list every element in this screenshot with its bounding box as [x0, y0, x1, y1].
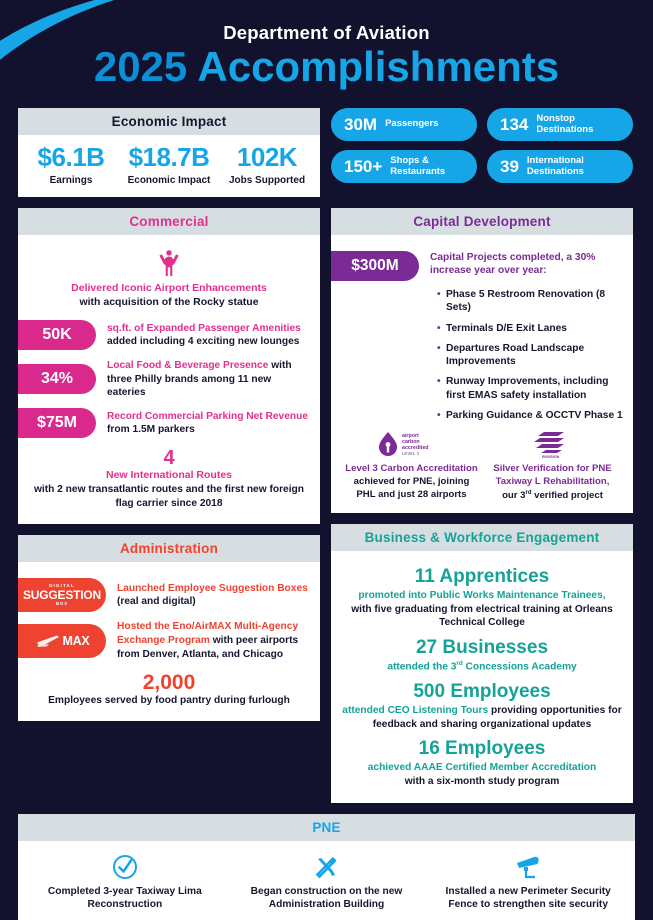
stat-value: $6.1B [37, 142, 105, 172]
badge-highlight: Local Food & Beverage Presence [107, 360, 269, 372]
stat-label: Jobs Supported [228, 175, 306, 186]
admin-item-text [106, 582, 308, 610]
bw-number: 27 Businesses [415, 637, 549, 659]
pill-number: 30M [344, 115, 378, 134]
page-title-rest: Accomplishments [187, 43, 560, 90]
pill-passengers [331, 108, 477, 141]
pill-international-destinations [487, 150, 633, 183]
bw-detail: providing opportunities for feedback and sharing organizational updates [372, 704, 622, 730]
economic-impact-stats [18, 135, 320, 197]
cert-detail-sup: rd [525, 489, 532, 496]
bw-detail: with a six-month study program [404, 775, 560, 787]
pill-label: International Destinations [526, 154, 584, 177]
admin-highlight: Launched Employee Suggestion Boxes [117, 582, 308, 594]
economic-impact-panel [18, 108, 320, 197]
bw-text [341, 704, 623, 732]
feature-highlight: Delivered Iconic Airport Enhancements [71, 282, 267, 294]
bw-text [341, 589, 623, 630]
badge-text [96, 322, 301, 349]
commercial-badge-34pct [28, 359, 310, 399]
bw-highlight: attended CEO Listening Tours [342, 704, 489, 716]
svg-text:LEVEL 3: LEVEL 3 [401, 451, 419, 456]
svg-text:carbon: carbon [401, 439, 420, 445]
business-workforce-panel [331, 524, 633, 803]
bw-item-apprentices [341, 566, 623, 630]
pne-text: Began construction on the new Administration Building [250, 885, 403, 911]
carbon-accredited-icon [374, 430, 450, 458]
admin-item-airmax [28, 620, 310, 661]
pill-label: Shops & Restaurants [390, 154, 446, 177]
cert-carbon-accreditation [341, 429, 482, 503]
stat-value: 102K [236, 142, 298, 172]
cert-detail-post: verified project [531, 490, 603, 502]
admin-item-suggestion-box [22, 578, 310, 612]
admin-center-stat [28, 662, 310, 712]
admin-highlight: Hosted the Eno/AirMAX Multi-Agency Exchange Program [117, 621, 299, 647]
capital-badge-row [341, 251, 623, 281]
security-camera-icon [435, 848, 621, 880]
list-item: • Runway Improvements, including first EMAS safety installation [437, 375, 623, 402]
capital-development-heading: Capital Development [331, 208, 633, 235]
badge-number: 50K [18, 320, 96, 350]
bw-number: 11 Apprentices [414, 566, 550, 587]
cert-text [345, 463, 478, 502]
page-title [0, 45, 653, 89]
capital-certifications [341, 429, 623, 503]
badge-number: $75M [18, 408, 96, 438]
pne-heading: PNE [18, 814, 635, 841]
svg-text:accredited: accredited [401, 445, 428, 451]
cert-text [486, 463, 619, 503]
center-stat-text: Employees served by food pantry during furlough [48, 694, 290, 706]
bw-highlight: attended the 3 [387, 661, 457, 673]
top-row [18, 108, 635, 197]
pill-shops-restaurants [331, 150, 477, 183]
bw-text [341, 660, 623, 674]
bw-number: 16 Employees [418, 738, 546, 760]
capital-badge-text: Capital Projects completed, a 30% increase year over year: [430, 252, 596, 277]
digital-suggestion-box-logo [18, 578, 106, 612]
pill-label: Passengers [385, 118, 439, 130]
badge-text [96, 359, 310, 399]
list-item: • Phase 5 Restroom Renovation (8 Sets) [437, 288, 623, 315]
stat-earnings [22, 144, 120, 187]
commercial-heading: Commercial [18, 208, 320, 235]
stat-label: Earnings [49, 175, 93, 186]
stat-label: Economic Impact [127, 175, 211, 186]
badge-detail: with three Philly brands among 11 new eateries [107, 360, 292, 398]
pill-number: 134 [500, 115, 529, 134]
list-item: • Parking Guidance & OCCTV Phase 1 [437, 409, 623, 422]
admin-detail: with peer airports from Denver, Atlanta, and Chicago [117, 635, 299, 660]
stat-value: $18.7B [128, 142, 210, 172]
pill-number: 39 [500, 157, 519, 176]
bw-detail: with five graduating from electrical training at Orleans Technical College [351, 603, 613, 629]
bw-sup: rd [456, 659, 463, 667]
center-stat-text: with 2 new transatlantic routes and the first new foreign flag carrier since 2018 [33, 483, 304, 509]
badge-text [96, 410, 308, 437]
center-stat-number: 4 [163, 447, 175, 470]
administration-panel [18, 535, 320, 721]
svg-text:airport: airport [401, 433, 419, 439]
bw-highlight: promoted into Public Works Maintenance Trainees, [358, 589, 606, 601]
logo-line-bottom: BOX [55, 601, 69, 607]
cert-envision-silver [482, 429, 623, 503]
construction-tools-icon [234, 848, 420, 880]
bw-item-businesses [341, 637, 623, 674]
commercial-feature-text [34, 281, 304, 309]
pill-nonstop-destinations [487, 108, 633, 141]
right-column [331, 208, 633, 803]
capital-badge-number: $300M [331, 251, 419, 281]
main-columns [18, 208, 635, 803]
pill-number: 150+ [344, 157, 383, 176]
envision-icon [530, 429, 576, 459]
commercial-badge-75m [28, 408, 310, 438]
page-header [0, 0, 653, 108]
airport-carbon-accredited-logo [345, 429, 478, 459]
capital-projects-list [437, 288, 623, 422]
page-subtitle: Department of Aviation [223, 22, 430, 43]
bw-item-500-employees [341, 681, 623, 731]
svg-text:ENVISION: ENVISION [541, 455, 559, 459]
pill-label: Nonstop Destinations [536, 112, 594, 135]
commercial-badge-50k [28, 320, 310, 350]
capital-development-panel [331, 208, 633, 513]
left-column [18, 208, 320, 721]
bw-highlight: achieved AAAE Certified Member Accreditation [367, 762, 597, 774]
bw-detail: Concessions Academy [462, 661, 577, 673]
commercial-center-stat [28, 438, 310, 514]
cert-detail-pre: our 3 [502, 490, 526, 502]
badge-highlight: Record Commercial Parking Net Revenue [107, 410, 308, 422]
badge-number: 34% [18, 364, 96, 394]
page-title-year: 2025 [93, 43, 188, 90]
business-workforce-heading: Business & Workforce Engagement [331, 524, 633, 551]
admin-item-text [106, 620, 310, 661]
badge-detail: added including 4 exciting new lounges [107, 336, 300, 348]
bw-text [341, 761, 623, 789]
cert-highlight: Level 3 Carbon Accreditation [345, 463, 478, 474]
pne-item-taxiway [24, 848, 226, 913]
bw-number: 500 Employees [413, 681, 551, 703]
rocky-statue-icon [156, 249, 182, 277]
cert-highlight: Silver Verification for PNE Taxiway L Rehabilitation, [493, 463, 612, 487]
list-item: • Departures Road Landscape Improvements [437, 342, 623, 369]
logo-line-top: DIGITAL [49, 582, 75, 588]
pne-text: Installed a new Perimeter Security Fence to strengthen site security [445, 885, 611, 911]
pne-text: Completed 3-year Taxiway Lima Reconstruction [47, 885, 202, 911]
list-item: • Terminals D/E Exit Lanes [437, 322, 623, 335]
bw-item-16-employees [341, 738, 623, 788]
admin-detail: (real and digital) [117, 596, 196, 608]
badge-detail: from 1.5M parkers [107, 424, 195, 436]
logo-line-mid: SUGGESTION [22, 588, 101, 603]
stat-economic-impact [120, 144, 218, 187]
eno-airmax-logo [18, 624, 106, 658]
pne-item-perimeter-fence [427, 848, 629, 913]
commercial-panel [18, 208, 320, 524]
economic-impact-heading: Economic Impact [18, 108, 320, 135]
check-circle-icon [32, 848, 218, 880]
commercial-feature [28, 243, 310, 311]
cert-detail: achieved for PNE, joining PHL and just 28 airports [353, 475, 470, 500]
pne-item-admin-building [226, 848, 428, 913]
center-stat-title: New International Routes [105, 469, 232, 482]
logo-text: MAX [62, 633, 90, 648]
stat-jobs-supported [218, 144, 316, 187]
badge-highlight: sq.ft. of Expanded Passenger Amenities [107, 323, 301, 335]
pne-panel [18, 814, 635, 920]
feature-text: with acquisition of the Rocky statue [79, 296, 259, 309]
administration-heading: Administration [18, 535, 320, 562]
stat-pills-group [331, 108, 633, 183]
airplane-icon [35, 633, 61, 649]
center-stat-number: 2,000 [142, 670, 196, 694]
envision-verified-logo [486, 429, 619, 459]
